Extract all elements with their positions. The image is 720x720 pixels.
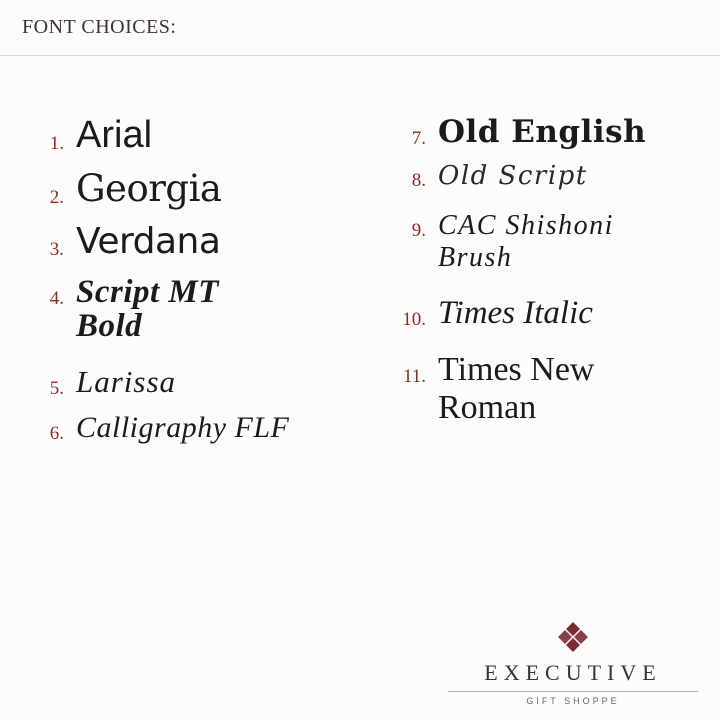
list-item-number: 8. [411,169,426,191]
list-item[interactable] [386,116,720,149]
list-item-label: CAC Shishoni Brush [438,209,614,274]
font-list-right-column [378,116,720,458]
list-item-number: 11. [402,365,426,387]
list-item[interactable] [24,412,378,444]
list-item-number: 6. [49,423,64,445]
list-item[interactable] [386,296,720,331]
list-item-number: 1. [49,133,64,154]
list-item[interactable] [386,210,720,274]
list-item-number: 3. [49,238,64,260]
list-item-number: 5. [49,377,64,399]
list-item-number: 10. [402,309,426,331]
list-item[interactable] [386,351,720,427]
list-item-label: Calligraphy FLF [76,411,290,445]
font-list-columns [0,56,720,458]
logo-divider [448,691,698,692]
list-item-label: Old Script [438,160,588,191]
page-title: FONT CHOICES: [22,16,177,38]
list-item[interactable] [24,363,378,399]
logo-name: EXECUTIVE [484,660,662,685]
list-item-label: Old English [438,114,647,150]
list-item-label: Script MT Bold [76,273,219,345]
list-item[interactable] [24,275,378,344]
font-list-left-column [0,116,378,458]
list-item-label: Arial [76,114,153,156]
list-item-label: Georgia [76,166,222,210]
list-item-label: Larissa [76,363,177,399]
list-item-label: Times Italic [438,295,593,332]
list-item-label: Verdana [76,220,221,262]
list-item[interactable] [24,166,378,210]
list-item-number: 2. [49,186,64,208]
list-item-number: 4. [49,287,64,309]
list-item[interactable] [24,220,378,262]
logo-tagline: GIFT SHOPPE [526,696,620,706]
list-item-label: Times New Roman [438,350,595,426]
brand-logo [448,620,698,706]
header [0,0,720,39]
list-item[interactable] [386,160,720,191]
list-item[interactable] [24,116,378,156]
diamond-icon [448,620,698,654]
list-item-number: 9. [411,219,426,241]
list-item-number: 7. [411,128,426,149]
